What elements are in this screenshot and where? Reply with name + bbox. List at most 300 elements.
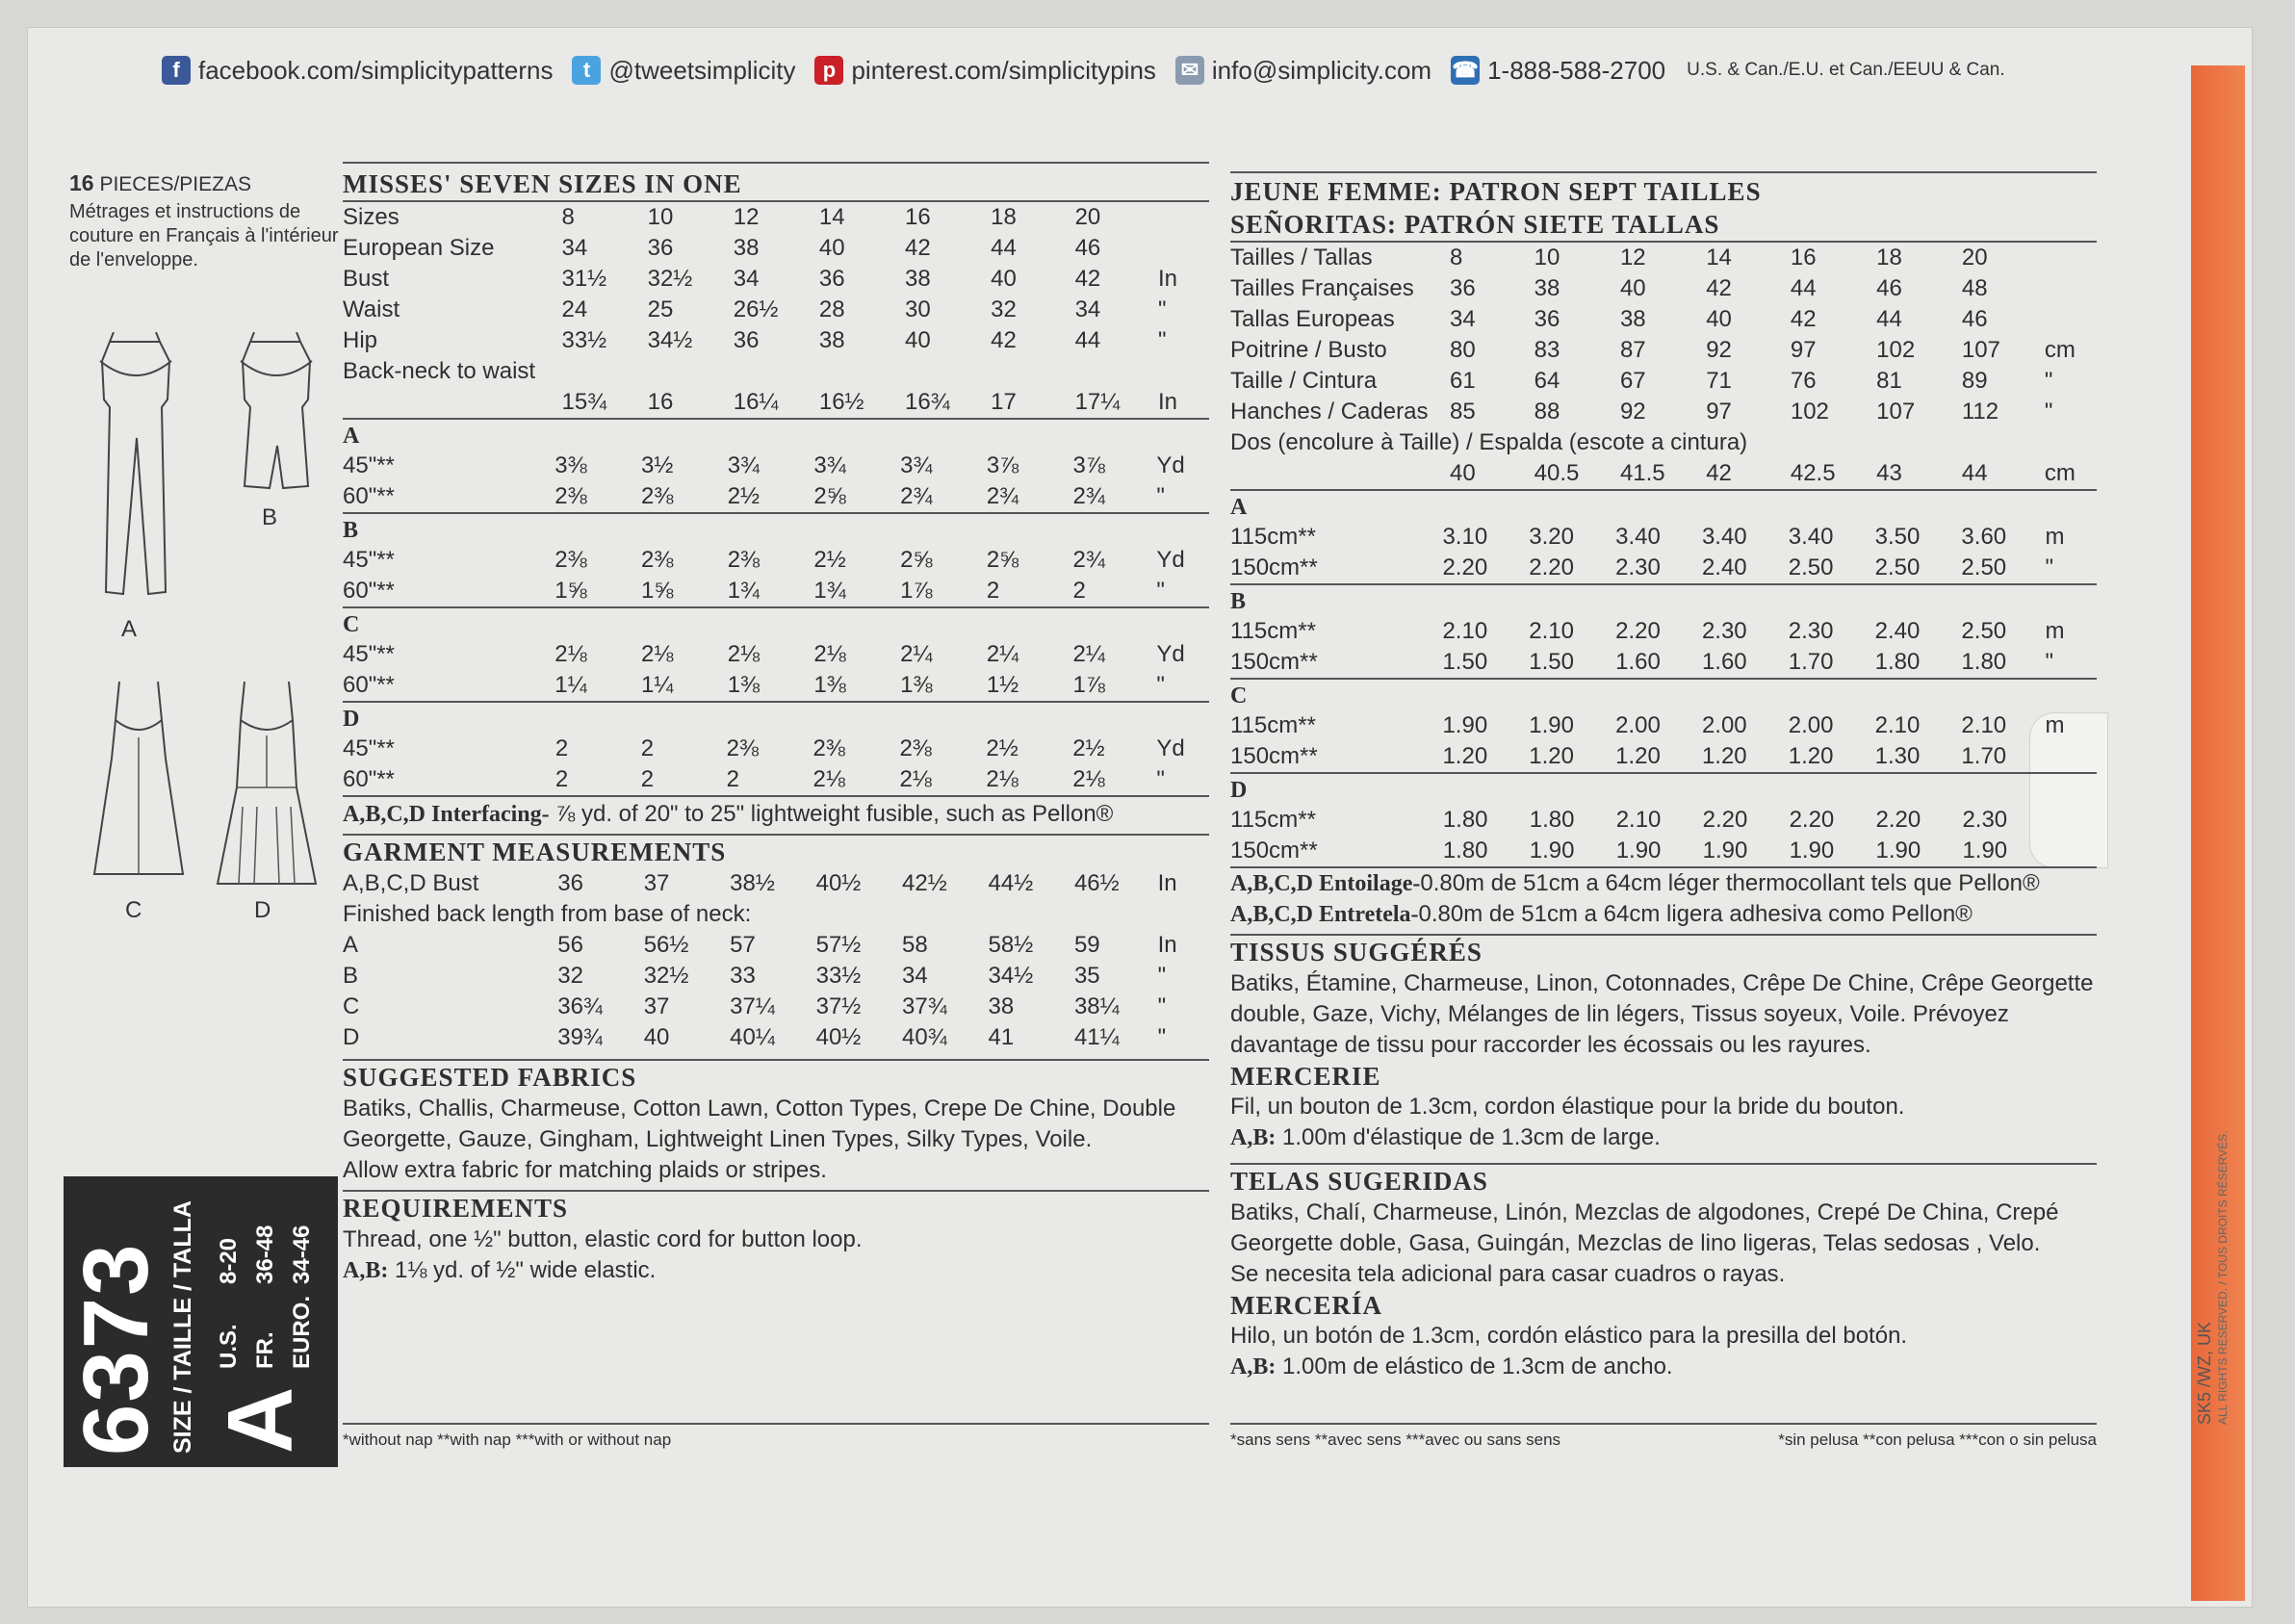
table-cell: 2.10 [1615, 807, 1662, 833]
garment-title: GARMENT MEASUREMENTS [343, 834, 1209, 868]
fabrics-title: SUGGESTED FABRICS [343, 1059, 1209, 1094]
table-cell: 17¼ [1074, 389, 1121, 415]
table-cell: D [343, 1024, 360, 1050]
table-cell: 3.50 [1874, 524, 1921, 550]
table-cell: m [2045, 618, 2065, 644]
yardage-view-c [343, 606, 1209, 701]
twitter-icon: t [572, 56, 601, 85]
side-code-text: SK5 /WZ, UK [2195, 1321, 2214, 1425]
table-cell: Yd [1156, 452, 1185, 478]
fr-value: 36-48 [252, 1224, 278, 1284]
table-cell: 32 [557, 963, 583, 989]
table-cell: 2.00 [1701, 712, 1747, 738]
table-cell: 2⅛ [641, 641, 674, 667]
table-row [343, 451, 1209, 481]
table-cell: 2⅜ [554, 483, 587, 509]
table-cell: 18 [1876, 245, 1902, 271]
table-cell: 42 [904, 235, 931, 261]
table-cell: 2¼ [1072, 641, 1105, 667]
pieces-info [69, 171, 341, 272]
table-cell: 32½ [647, 266, 693, 292]
table-cell: 2 [554, 766, 569, 792]
social-text: 1-888-588-2700 [1487, 55, 1666, 85]
yardage-table [343, 734, 1209, 795]
table-cell: 38 [733, 235, 760, 261]
telas-text: Batiks, Chalí, Charmeuse, Linón, Mezclas de algodones, Crepé De China, Crepé Georgette doble, Gasa, Guingán, Mezclas de lino ligeras, Telas sedosas , Velo. [1230, 1199, 2059, 1256]
english-interfacing [343, 795, 1209, 830]
table-cell: 97 [1790, 337, 1817, 363]
table-cell: 45"** [343, 735, 395, 761]
side-rights-text: ALL RIGHTS RESERVED. / TOUS DROITS RÉSERVÉS. [2216, 1130, 2230, 1425]
table-cell: 42½ [902, 870, 947, 896]
table-cell: 40 [991, 266, 1017, 292]
table-cell: 85 [1450, 399, 1476, 425]
size-label: SIZE / TAILLE / TALLA [169, 1200, 196, 1454]
table-cell: 2¾ [900, 483, 933, 509]
yardage-table [343, 545, 1209, 606]
table-cell: Poitrine / Busto [1230, 337, 1387, 363]
table-cell: 2⅝ [986, 547, 1019, 573]
table-cell: 2.00 [1615, 712, 1661, 738]
french-spanish-column [1230, 171, 2097, 1449]
entoilage [1230, 866, 2097, 899]
table-cell: " [1157, 993, 1167, 1019]
table-cell: 46 [1876, 275, 1902, 301]
table-cell: 35 [1073, 963, 1100, 989]
table-cell: 1¼ [641, 672, 674, 698]
table-cell: 38½ [730, 870, 775, 896]
spanish-footnote: *sin pelusa **con pelusa ***con o sin pelusa [1778, 1431, 2097, 1449]
table-cell: m [2045, 524, 2065, 550]
interfacing-text: ⅞ yd. of 20" to 25" lightweight fusible, such as Pellon® [549, 801, 1114, 827]
table-cell: 1⅞ [900, 578, 933, 604]
table-cell: 2 [726, 766, 739, 792]
garment-table [343, 868, 1209, 1053]
table-cell: 83 [1534, 337, 1560, 363]
table-cell: 2¾ [1072, 483, 1105, 509]
table-row [343, 670, 1209, 701]
entretela [1230, 899, 2097, 930]
view-letter: D [343, 707, 361, 732]
table-cell: 32 [991, 296, 1017, 322]
table-cell: 46 [1074, 235, 1101, 261]
table-cell: 3⅞ [986, 452, 1019, 478]
table-cell [991, 356, 1074, 387]
table-cell: 97 [1706, 399, 1732, 425]
table-cell: 44½ [988, 870, 1034, 896]
table-cell: 1.80 [1442, 807, 1488, 833]
table-cell: 56½ [643, 932, 689, 958]
table-cell: 107 [1876, 399, 1916, 425]
table-cell: 89 [1961, 368, 1988, 394]
entoilage-text: 0.80m de 51cm a 64cm léger thermocollant tels que Pellon® [1420, 870, 2040, 896]
table-cell: " [1156, 578, 1165, 604]
telas-title: TELAS SUGERIDAS [1230, 1163, 2097, 1198]
table-cell [905, 356, 991, 387]
table-cell [734, 356, 819, 387]
table-cell: 1⅝ [641, 578, 674, 604]
view-letter: D [1230, 778, 1249, 803]
table-cell: 46½ [1073, 870, 1120, 896]
table-cell: 2.20 [1702, 807, 1748, 833]
table-cell: 92 [1619, 399, 1646, 425]
table-cell: 1.80 [1529, 807, 1575, 833]
table-cell: 2.10 [1874, 712, 1921, 738]
table-row [343, 356, 1209, 387]
table-cell: 40 [1706, 306, 1732, 332]
table-cell: 38 [988, 993, 1015, 1019]
table-cell: 1.30 [1874, 743, 1921, 769]
table-cell: 58½ [988, 932, 1034, 958]
table-cell: 87 [1619, 337, 1646, 363]
table-cell: 3⅞ [1072, 452, 1105, 478]
table-row [343, 202, 1209, 233]
euro-key: EURO. [289, 1295, 315, 1369]
euro-value: 34-46 [289, 1224, 315, 1284]
table-cell: 1.80 [1442, 838, 1488, 864]
table-cell: 80 [1450, 337, 1476, 363]
yardage-view-d [343, 701, 1209, 795]
table-cell: In [1157, 266, 1177, 292]
table-cell: 115cm** [1230, 807, 1316, 833]
table-cell: 102 [1876, 337, 1916, 363]
table-row [343, 868, 1209, 899]
merceria-text: Hilo, un botón de 1.3cm, cordón elástico para la presilla del botón. [1230, 1323, 1908, 1349]
table-cell: 45"** [343, 547, 395, 573]
table-cell: 2.10 [1442, 618, 1488, 644]
table-cell: 34 [902, 963, 928, 989]
pinterest-icon: p [814, 56, 843, 85]
table-cell: 1.20 [1615, 743, 1661, 769]
table-cell: 2⅛ [1072, 766, 1105, 792]
table-row [343, 930, 1209, 961]
entretela-label: A,B,C,D Entretela- [1230, 902, 1419, 927]
table-cell: 20 [1961, 245, 1988, 271]
table-cell: 33 [730, 963, 756, 989]
table-cell: 2⅜ [899, 735, 932, 761]
tissus-text: Batiks, Étamine, Charmeuse, Linon, Cotonnades, Crêpe De Chine, Crêpe Georgette double, Gaze, Vichy, Mélanges de lin légers, Tissus soyeux, Voile. Prévoyez davantage de tissu pour raccorder les écossais ou les rayures. [1230, 970, 2094, 1058]
table-row [343, 264, 1209, 295]
table-cell: 60"** [343, 766, 395, 792]
req-elastic-text: 1⅛ yd. of ½" wide elastic. [388, 1257, 657, 1283]
table-cell: 1.20 [1529, 743, 1574, 769]
mercerie-text: Fil, un bouton de 1.3cm, cordon élastique pour la bride du bouton. [1230, 1094, 1905, 1120]
table-cell: 42 [1706, 460, 1732, 486]
yardage-view-d [1230, 772, 2097, 866]
table-cell: 1.90 [1615, 838, 1662, 864]
table-cell: 1¼ [554, 672, 587, 698]
size-letter: A [209, 1386, 312, 1454]
table-cell: 2.20 [1615, 618, 1661, 644]
table-cell: 2½ [986, 735, 1019, 761]
table-cell: 41¼ [1073, 1024, 1120, 1050]
french-footnote: *sans sens **avec sens ***avec ou sans sens [1230, 1431, 1561, 1449]
table-row [1230, 427, 2097, 458]
table-cell: 1.90 [1875, 838, 1921, 864]
table-row [343, 576, 1209, 606]
telas-note: Se necesita tela adicional para casar cuadros o rayas. [1230, 1261, 1786, 1287]
table-cell: 2 [986, 578, 1000, 604]
table-row [1230, 366, 2097, 397]
table-cell: 2.40 [1874, 618, 1921, 644]
table-cell: 36 [1534, 306, 1560, 332]
table-cell: Hanches / Caderas [1230, 399, 1429, 425]
french-title: JEUNE FEMME: PATRON SEPT TAILLES [1230, 171, 2097, 208]
table-cell: 16 [1790, 245, 1817, 271]
entoilage-label: A,B,C,D Entoilage- [1230, 871, 1421, 896]
view-letter: B [343, 518, 360, 543]
table-cell: 1.60 [1615, 649, 1661, 675]
table-cell: 2 [640, 735, 655, 761]
merceria-elastic-label: A,B: [1230, 1354, 1276, 1379]
table-cell: 3⅜ [554, 452, 587, 478]
view-b-label: B [262, 504, 278, 530]
table-cell: 40½ [815, 870, 862, 896]
table-cell: C [343, 993, 360, 1019]
yardage-table [343, 639, 1209, 701]
table-row [343, 295, 1209, 325]
table-row [1230, 522, 2097, 553]
table-cell: 34 [1450, 306, 1476, 332]
social-item-0 [162, 56, 553, 86]
view-letter: A [1230, 495, 1249, 520]
table-cell: 1.90 [1442, 712, 1488, 738]
table-cell: 57½ [815, 932, 862, 958]
table-cell: 71 [1706, 368, 1732, 394]
table-cell: 2.50 [1874, 554, 1921, 580]
phone-note: U.S. & Can./E.U. et Can./EEUU & Can. [1687, 60, 2005, 80]
table-cell: 1¾ [727, 578, 761, 604]
table-cell: 12 [733, 204, 760, 230]
table-cell: 2⅜ [641, 547, 674, 573]
english-column [343, 162, 1209, 1449]
table-row [1230, 397, 2097, 427]
table-cell [1075, 356, 1158, 387]
table-cell: 2⅜ [641, 483, 674, 509]
table-cell: Yd [1156, 735, 1185, 761]
table-cell: 3½ [641, 452, 674, 478]
social-text: facebook.com/simplicitypatterns [198, 55, 554, 85]
table-cell: 60"** [343, 578, 395, 604]
table-cell: 1⅜ [727, 672, 761, 698]
french-size-table [1230, 243, 2097, 489]
table-cell: 57 [730, 932, 756, 958]
table-cell: 2⅝ [813, 483, 846, 509]
table-cell: 81 [1876, 368, 1902, 394]
table-cell: 1⅝ [554, 578, 587, 604]
us-value: 8-20 [216, 1237, 242, 1284]
table-cell [2045, 304, 2097, 335]
table-cell: 14 [1706, 245, 1732, 271]
table-cell [819, 356, 905, 387]
table-row [1230, 304, 2097, 335]
table-row [1230, 243, 2097, 273]
table-cell: 60"** [343, 672, 395, 698]
table-cell: Tallas Europeas [1230, 306, 1395, 332]
table-row [1230, 335, 2097, 366]
table-cell: 115cm** [1230, 524, 1316, 550]
table-cell [1158, 202, 1209, 233]
table-row [1230, 458, 2097, 489]
table-cell: 1.50 [1442, 649, 1488, 675]
table-cell: 1⅞ [1072, 672, 1105, 698]
table-cell: cm [2044, 337, 2076, 363]
table-cell: 1.90 [1529, 712, 1574, 738]
table-row [343, 387, 1209, 418]
table-cell: In [1157, 870, 1177, 896]
table-cell: 1⅜ [900, 672, 933, 698]
table-cell: 150cm** [1230, 743, 1318, 769]
table-cell: Waist [343, 296, 400, 322]
yardage-table [1230, 710, 2097, 772]
table-cell: 36 [557, 870, 583, 896]
table-cell [1230, 458, 1450, 489]
table-cell: 102 [1790, 399, 1829, 425]
table-cell: " [1156, 672, 1165, 698]
table-cell: Sizes [343, 204, 400, 230]
table-cell: 2¼ [900, 641, 933, 667]
table-cell [648, 356, 734, 387]
table-cell: 44 [1961, 460, 1988, 486]
table-cell: 26½ [733, 296, 779, 322]
table-cell: " [1157, 327, 1167, 353]
english-footnote: *without nap **with nap ***with or without nap [343, 1423, 1209, 1450]
us-key: U.S. [216, 1324, 242, 1369]
table-cell: 42.5 [1790, 460, 1836, 486]
pieces-count: 16 [69, 170, 94, 195]
table-cell: 40 [643, 1024, 670, 1050]
table-cell: 36¾ [557, 993, 603, 1019]
table-row [343, 1022, 1209, 1053]
view-letter: B [1230, 589, 1248, 614]
table-cell: 2.30 [1701, 618, 1747, 644]
table-cell: 3.40 [1615, 524, 1661, 550]
table-cell: 2⅜ [812, 735, 845, 761]
table-cell: 16¼ [733, 389, 779, 415]
table-cell: 2⅜ [726, 735, 759, 761]
table-row [1230, 553, 2097, 583]
french-note: Métrages et instructions de couture en Français à l'intérieur de l'enveloppe. [69, 201, 339, 271]
mercerie-elastic-text: 1.00m d'élastique de 1.3cm de large. [1276, 1124, 1661, 1150]
table-row [343, 639, 1209, 670]
merceria-title: MERCERÍA [1230, 1291, 1383, 1320]
yardage-table [1230, 616, 2097, 678]
table-cell: 16 [904, 204, 931, 230]
table-cell: 2.20 [1529, 554, 1574, 580]
table-cell: 40 [904, 327, 931, 353]
view-b-romper-drawing [233, 332, 320, 496]
yardage-view-a [1230, 489, 2097, 583]
mercerie-elastic-label: A,B: [1230, 1125, 1276, 1150]
table-row [343, 734, 1209, 764]
mercerie-title: MERCERIE [1230, 1062, 1381, 1091]
table-row [343, 481, 1209, 512]
table-cell: 40.5 [1534, 460, 1580, 486]
table-cell: 115cm** [1230, 712, 1316, 738]
table-cell: 41 [988, 1024, 1015, 1050]
table-cell: 2½ [727, 483, 761, 509]
table-cell: 2⅝ [900, 547, 933, 573]
table-cell: 40½ [815, 1024, 862, 1050]
table-cell: 38 [818, 327, 845, 353]
table-cell: 64 [1534, 368, 1560, 394]
table-cell: 3.40 [1788, 524, 1834, 550]
table-cell: 2.00 [1788, 712, 1834, 738]
table-cell [2045, 243, 2097, 273]
table-cell: m [2045, 712, 2065, 738]
table-cell: 58 [902, 932, 928, 958]
table-cell: Yd [1156, 641, 1185, 667]
table-cell: 36 [647, 235, 674, 261]
table-cell: 16¾ [904, 389, 950, 415]
table-cell: 31½ [561, 266, 607, 292]
table-cell [1158, 233, 1209, 264]
pattern-number: 6373 [64, 1242, 168, 1456]
table-cell: 2.10 [1529, 618, 1574, 644]
requirements-elastic [343, 1255, 1209, 1286]
table-cell: 44 [991, 235, 1017, 261]
table-cell: 1¾ [813, 578, 846, 604]
table-cell: 38 [1619, 306, 1646, 332]
table-cell: A,B,C,D Bust [343, 870, 479, 896]
table-row [343, 899, 1209, 930]
table-cell: 2⅜ [554, 547, 587, 573]
table-cell: 12 [1619, 245, 1646, 271]
table-cell: 56 [557, 932, 583, 958]
table-cell: 1.70 [1788, 649, 1834, 675]
table-cell: 150cm** [1230, 649, 1318, 675]
yardage-table [1230, 805, 2097, 866]
table-cell: 92 [1706, 337, 1732, 363]
table-cell: cm [2044, 460, 2076, 486]
table-cell [2047, 836, 2097, 866]
entretela-text: 0.80m de 51cm a 64cm ligera adhesiva como Pellon® [1418, 901, 1973, 927]
table-cell: 2 [1072, 578, 1086, 604]
table-cell: 2⅛ [986, 766, 1019, 792]
table-cell: 60"** [343, 483, 395, 509]
table-cell: " [2045, 649, 2053, 675]
requirements-text: Thread, one ½" button, elastic cord for button loop. [343, 1226, 863, 1252]
view-d-dress-drawing [214, 682, 320, 893]
table-cell: 2⅛ [812, 766, 845, 792]
table-cell: 1.90 [1789, 838, 1835, 864]
table-cell: 33½ [815, 963, 862, 989]
table-cell: 37¾ [902, 993, 947, 1019]
view-letter: C [343, 612, 361, 637]
table-cell: 17 [991, 389, 1017, 415]
table-cell: 45"** [343, 452, 395, 478]
table-cell: 112 [1961, 399, 1999, 425]
table-cell: 8 [561, 204, 575, 230]
tissus-title: TISSUS SUGGÉRÉS [1230, 934, 2097, 968]
yardage-view-a [343, 418, 1209, 512]
social-item-2 [814, 56, 1155, 86]
table-cell: 40¼ [730, 1024, 775, 1050]
merceria-elastic-text: 1.00m de elástico de 1.3cm de ancho. [1276, 1353, 1673, 1379]
mail-icon: ✉ [1175, 56, 1204, 85]
table-cell: 16 [647, 389, 674, 415]
table-cell: 33½ [561, 327, 607, 353]
table-cell: 2⅛ [554, 641, 587, 667]
table-cell [2047, 805, 2097, 836]
table-row [343, 764, 1209, 795]
fabrics-note: Allow extra fabric for matching plaids or stripes. [343, 1157, 827, 1183]
social-text: pinterest.com/simplicitypins [851, 55, 1156, 85]
table-cell: 2⅜ [727, 547, 761, 573]
table-row [1230, 836, 2097, 866]
table-cell: 45"** [343, 641, 395, 667]
req-elastic-label: A,B: [343, 1258, 389, 1283]
